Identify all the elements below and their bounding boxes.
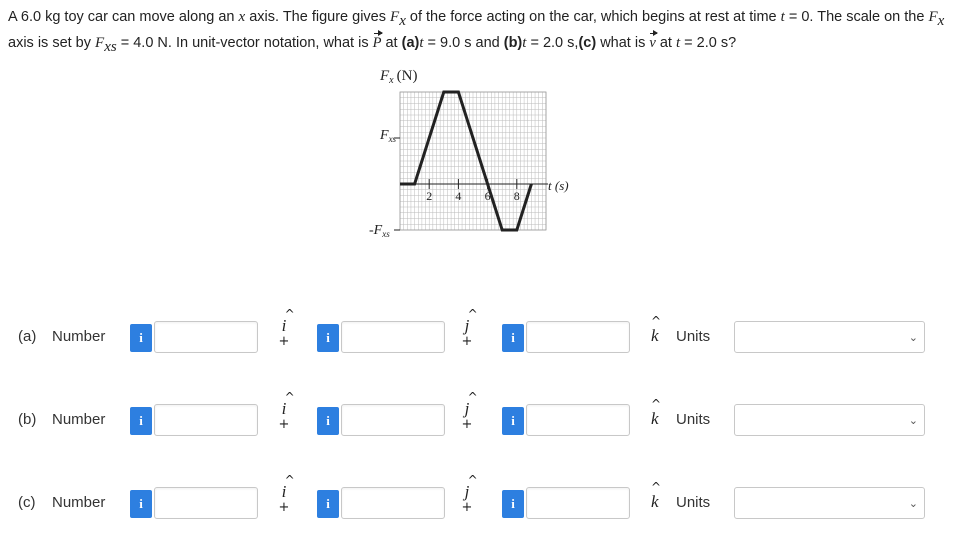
part-b-label: (b)	[503, 34, 523, 51]
hat-icon: ^	[650, 480, 662, 494]
hat-icon: ^	[467, 307, 478, 321]
y-axis-label: $F_x$ (N)	[380, 68, 418, 86]
k-letter: k	[651, 492, 659, 511]
problem-text: = 2.0 s,	[526, 34, 579, 51]
k-letter: k	[651, 409, 659, 428]
row-part: (c)	[18, 494, 36, 511]
problem-text: axis. The figure gives	[245, 9, 391, 25]
force-time-chart	[360, 62, 620, 242]
j-component-input[interactable]	[341, 404, 445, 436]
i-letter: i	[281, 316, 287, 335]
row-label	[18, 328, 105, 345]
i-component-input[interactable]	[154, 321, 258, 353]
answer-row-c	[0, 473, 959, 524]
hat-icon: ^	[284, 390, 295, 404]
info-icon[interactable]: i	[317, 407, 339, 435]
problem-var: F	[95, 34, 105, 51]
units-dropdown[interactable]	[734, 321, 925, 353]
j-letter: j	[464, 399, 470, 418]
j-letter: j	[464, 316, 470, 335]
row-number-label: Number	[52, 328, 106, 345]
force-time-figure	[360, 62, 620, 242]
answer-row-b	[0, 390, 959, 441]
k-unit-vector	[650, 314, 662, 346]
hat-icon: ^	[467, 390, 478, 404]
i-unit-vector	[276, 473, 295, 502]
info-icon[interactable]: i	[130, 490, 152, 518]
problem-text: axis is set by	[8, 34, 96, 51]
velocity-vector: v	[649, 32, 655, 54]
i-letter: i	[281, 482, 287, 501]
problem-text: = 2.0 s?	[680, 34, 737, 51]
info-icon[interactable]: i	[502, 407, 524, 435]
plus-sign: +	[278, 334, 290, 349]
info-icon[interactable]: i	[130, 407, 152, 435]
plus-sign: +	[278, 500, 290, 515]
problem-var-sub: xs	[104, 38, 117, 55]
problem-var: F	[928, 9, 938, 25]
part-a-label: (a)	[401, 34, 420, 51]
units-dropdown[interactable]	[734, 487, 925, 519]
chevron-down-icon: ⌄	[908, 497, 918, 510]
part-c-label: (c)	[578, 34, 597, 51]
row-label	[18, 494, 105, 511]
problem-var: t	[522, 34, 527, 51]
problem-statement	[8, 6, 953, 58]
units-label: Units	[676, 328, 711, 345]
x-tick-label: 2	[426, 189, 433, 203]
problem-text: at	[655, 34, 676, 51]
j-letter: j	[464, 482, 470, 501]
neg-fxs-label: $-F_{xs}$	[369, 223, 390, 239]
chart-axes	[394, 138, 548, 230]
plus-sign: +	[461, 417, 473, 432]
answer-row-a	[0, 307, 959, 358]
info-icon[interactable]: i	[130, 324, 152, 352]
i-unit-vector	[276, 307, 295, 336]
k-component-input[interactable]	[526, 321, 630, 353]
plus-sign: +	[461, 500, 473, 515]
x-axis-label: t (s)	[548, 178, 569, 193]
j-unit-vector	[459, 307, 478, 336]
i-letter: i	[281, 399, 287, 418]
x-tick-label: 6	[484, 189, 491, 203]
units-label: Units	[676, 494, 711, 511]
problem-var: t	[675, 34, 681, 51]
k-letter: k	[651, 326, 659, 345]
row-part: (a)	[18, 328, 37, 345]
i-unit-vector	[276, 390, 295, 419]
problem-var: F	[390, 9, 400, 25]
problem-var: x	[238, 9, 246, 25]
chevron-down-icon: ⌄	[908, 331, 918, 344]
problem-text: at	[381, 34, 402, 51]
hat-icon: ^	[284, 307, 295, 321]
problem-var: t	[780, 9, 785, 25]
k-unit-vector	[650, 397, 662, 429]
j-component-input[interactable]	[341, 487, 445, 519]
x-tick-label: 8	[513, 189, 520, 203]
problem-text: = 9.0 s and	[423, 34, 504, 51]
hat-icon: ^	[467, 473, 478, 487]
hat-icon: ^	[284, 473, 295, 487]
problem-var-sub: x	[399, 12, 406, 29]
fxs-label: $F_{xs}$	[380, 128, 397, 144]
hat-icon: ^	[650, 314, 662, 328]
row-part: (b)	[18, 411, 37, 428]
j-unit-vector	[459, 473, 478, 502]
k-component-input[interactable]	[526, 404, 630, 436]
plus-sign: +	[461, 334, 473, 349]
info-icon[interactable]: i	[502, 324, 524, 352]
units-dropdown[interactable]	[734, 404, 925, 436]
x-tick-label: 4	[455, 189, 462, 203]
row-number-label: Number	[52, 411, 106, 428]
momentum-vector: P	[373, 32, 382, 54]
i-component-input[interactable]	[154, 487, 258, 519]
k-component-input[interactable]	[526, 487, 630, 519]
row-number-label: Number	[52, 494, 106, 511]
plus-sign: +	[278, 417, 290, 432]
j-component-input[interactable]	[341, 321, 445, 353]
problem-text: of the force acting on the car, which begins at rest at time	[405, 9, 781, 25]
j-unit-vector	[459, 390, 478, 419]
info-icon[interactable]: i	[502, 490, 524, 518]
k-unit-vector	[650, 480, 662, 512]
hat-icon: ^	[650, 397, 662, 411]
problem-text: = 0. The scale on the	[784, 9, 929, 25]
units-label: Units	[676, 411, 711, 428]
i-component-input[interactable]	[154, 404, 258, 436]
problem-text: what is	[596, 34, 650, 51]
problem-var: t	[419, 34, 424, 51]
problem-var-sub: x	[937, 12, 945, 29]
info-icon[interactable]: i	[317, 490, 339, 518]
row-label	[18, 411, 105, 428]
problem-text: A 6.0 kg toy car can move along an	[8, 9, 239, 25]
chevron-down-icon: ⌄	[908, 414, 918, 427]
problem-text: = 4.0 N. In unit-vector notation, what is	[116, 34, 373, 51]
info-icon[interactable]: i	[317, 324, 339, 352]
